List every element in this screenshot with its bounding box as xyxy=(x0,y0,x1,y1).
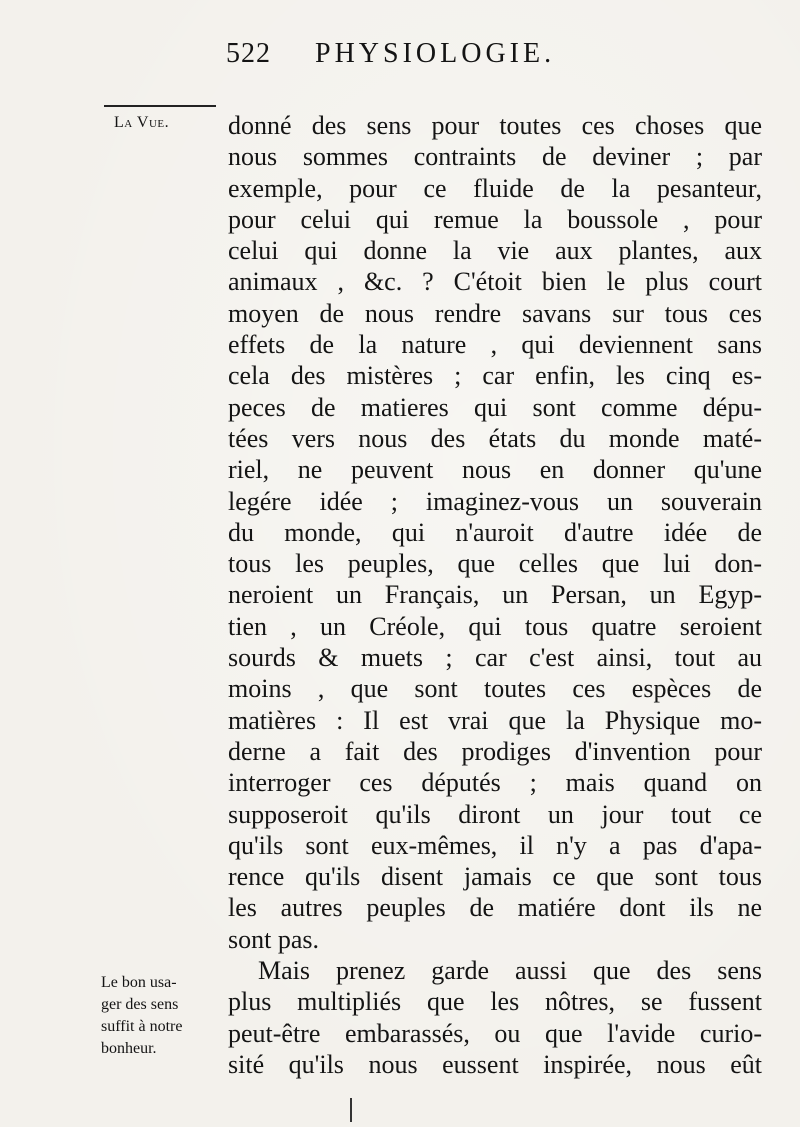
running-head xyxy=(226,38,746,78)
text-line: pour celui qui remue la boussole , pour xyxy=(228,204,762,234)
text-line: les autres peuples de matiére dont ils ne xyxy=(228,893,762,923)
text-line: peut-être embarassés, ou que l'avide curio- xyxy=(228,1018,762,1048)
text-line: qu'ils sont eux-mêmes, il n'y a pas d'apa- xyxy=(228,830,762,860)
margin-note-line: suffit à notre xyxy=(101,1018,183,1035)
margin-note xyxy=(101,972,217,1060)
section-rule xyxy=(104,105,216,107)
text-line: riel, ne peuvent nous en donner qu'une xyxy=(228,455,762,485)
text-line: Mais prenez garde aussi que des sens xyxy=(258,956,762,986)
text-line: interroger ces députés ; mais quand on xyxy=(228,768,762,798)
text-line: moyen de nous rendre savans sur tous ces xyxy=(228,298,762,328)
text-line: du monde, qui n'auroit d'autre idée de xyxy=(228,517,762,547)
body-text xyxy=(228,110,762,1080)
margin-note-line: ger des sens xyxy=(101,996,179,1013)
show-through-text-lower xyxy=(90,895,200,955)
margin-section-label: La Vue. xyxy=(114,114,170,131)
text-line: sont pas. xyxy=(228,924,319,954)
text-line: sité qu'ils nous eussent inspirée, nous eût xyxy=(228,1049,762,1079)
text-line: tien , un Créole, qui tous quatre seroient xyxy=(228,611,762,641)
text-line: plus multipliés que les nôtres, se fussent xyxy=(228,987,762,1017)
page-number: 522 xyxy=(226,38,271,69)
show-through-text xyxy=(90,420,230,540)
text-line: cela des mistères ; car enfin, les cinq es- xyxy=(228,361,762,391)
text-line: supposeroit qu'ils diront un jour tout ce xyxy=(228,799,762,829)
text-line: matières : Il est vrai que la Physique mo- xyxy=(228,705,762,735)
text-line: sourds & muets ; car c'est ainsi, tout au xyxy=(228,643,762,673)
text-line: donné des sens pour toutes ces choses que xyxy=(228,111,762,140)
text-line: animaux , &c. ? C'étoit bien le plus court xyxy=(228,267,762,297)
running-title: PHYSIOLOGIE. xyxy=(315,38,556,69)
text-line: neroient un Français, un Persan, un Egyp- xyxy=(228,580,762,610)
text-line: rence qu'ils disent jamais ce que sont tous xyxy=(228,862,762,892)
text-line: celui qui donne la vie aux plantes, aux xyxy=(228,236,762,266)
text-line: tous les peuples, que celles que lui don- xyxy=(228,549,762,579)
text-line: legére idée ; imaginez-vous un souverain xyxy=(228,486,762,516)
text-line: moins , que sont toutes ces espèces de xyxy=(228,674,762,704)
text-line: exemple, pour ce fluide de la pesanteur, xyxy=(228,173,762,203)
margin-note-line: bonheur. xyxy=(101,1040,157,1057)
text-line: derne a fait des prodiges d'invention pour xyxy=(228,736,762,766)
text-line: nous sommes contraints de deviner ; par xyxy=(228,142,762,172)
text-line: tées vers nous des états du monde maté- xyxy=(228,423,762,453)
print-mark xyxy=(350,1098,352,1122)
text-line: peces de matieres qui sont comme dépu- xyxy=(228,392,762,422)
text-line: effets de la nature , qui deviennent sans xyxy=(228,330,762,360)
margin-note-line: Le bon usa- xyxy=(101,974,177,991)
